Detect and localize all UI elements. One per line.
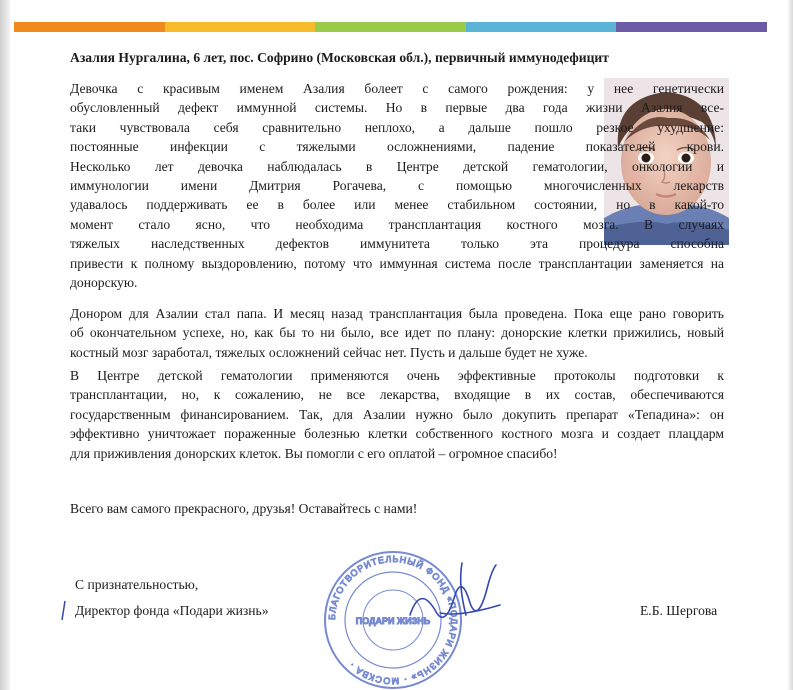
text-line: костный мозг заработал, тяжелых осложнений сейчас нет. Пусть и дальше будет не хуже. bbox=[70, 344, 588, 360]
text-line: таки чувствовала себя сравнительно неплохо, а дальше пошло резкое ухудшение: bbox=[70, 119, 724, 135]
header-color-bar bbox=[14, 22, 767, 32]
letter-title: Азалия Нургалина, 6 лет, пос. Софрино (Московская обл.), первичный иммунодефицит bbox=[70, 50, 609, 65]
stamp-inner-text: ПОДАРИ ЖИЗНЬ bbox=[355, 616, 431, 626]
text-line: удавалось поддерживать ее в более или менее стабильном состоянии, но в какой-то bbox=[70, 197, 724, 213]
text-line: для приживления донорских клеток. Вы помогли с его оплатой – огромное спасибо! bbox=[70, 445, 558, 461]
text-line: момент стало ясно, что необходима трансплантация костного мозга. В случаях bbox=[70, 216, 724, 232]
text-line: Донором для Азалии стал папа. И месяц назад трансплантация была проведена. Пока еще рано говорить bbox=[70, 306, 724, 321]
paragraph-wishes bbox=[70, 499, 724, 518]
color-segment-4 bbox=[466, 22, 617, 32]
color-segment-5 bbox=[616, 22, 767, 32]
text-line: об окончательном успехе, но, как бы то ни было, все идет по плану: донорские клетки прижились, новый bbox=[70, 325, 724, 341]
director-signature-icon bbox=[400, 555, 510, 645]
color-segment-3 bbox=[315, 22, 466, 32]
text-line: Несколько лет девочка наблюдалась в Центре детской гематологии, онкологии и bbox=[70, 158, 724, 174]
color-segment-1 bbox=[14, 22, 165, 32]
text-line: донорскую. bbox=[70, 275, 138, 291]
paragraph-transplant bbox=[70, 304, 724, 362]
text-line: В Центре детской гематологии применяются очень эффективные протоколы подготовки к bbox=[70, 368, 724, 383]
director-title: Директор фонда «Подари жизнь» bbox=[75, 603, 269, 618]
text-line: постоянные инфекции с тяжелыми осложнениями, падение показателей крови. bbox=[70, 139, 724, 155]
closing-line: С признательностью, bbox=[75, 577, 199, 592]
text-line: иммунологии имени Дмитрия Рогачева, с помощью многочисленных лекарств bbox=[70, 178, 724, 194]
paragraph-funding bbox=[70, 366, 724, 463]
text-line: Девочка с красивым именем Азалия болеет с самого рождения: у нее генетически bbox=[70, 81, 724, 96]
text-line: Всего вам самого прекрасного, друзья! Оставайтесь с нами! bbox=[70, 501, 418, 516]
text-line: привести к полному выздоровлению, потому что иммунная система после трансплантации заменяется на bbox=[70, 255, 724, 271]
stamp-outer-text: БЛАГОТВОРИТЕЛЬНЫЙ ФОНД «ПОДАРИ ЖИЗНЬ» · МОСКВА · bbox=[326, 553, 460, 687]
scan-edge-left bbox=[0, 0, 10, 690]
margin-mark-icon bbox=[60, 600, 68, 622]
text-line: государственным финансированием. Так, для Азалии нужно было докупить препарат «Тепадина»: он bbox=[70, 406, 724, 422]
text-line: трансплантации, но, к сожалению, не все лекарства, входящие в их состав, обеспечиваются bbox=[70, 387, 724, 403]
text-line: обусловленный дефект иммунной системы. Но в первые два года жизни Азалия все- bbox=[70, 100, 724, 116]
text-line: эффективно уничтожает пораженные болезнью клетки собственного костного мозга и создает плацдарм bbox=[70, 426, 724, 442]
scan-edge-right bbox=[787, 0, 793, 690]
color-segment-2 bbox=[165, 22, 316, 32]
paragraph-diagnosis bbox=[70, 79, 724, 292]
text-line: тяжелых наследственных дефектов иммунитета только эта процедура способна bbox=[70, 236, 724, 252]
signer-name: Е.Б. Шергова bbox=[640, 603, 718, 618]
